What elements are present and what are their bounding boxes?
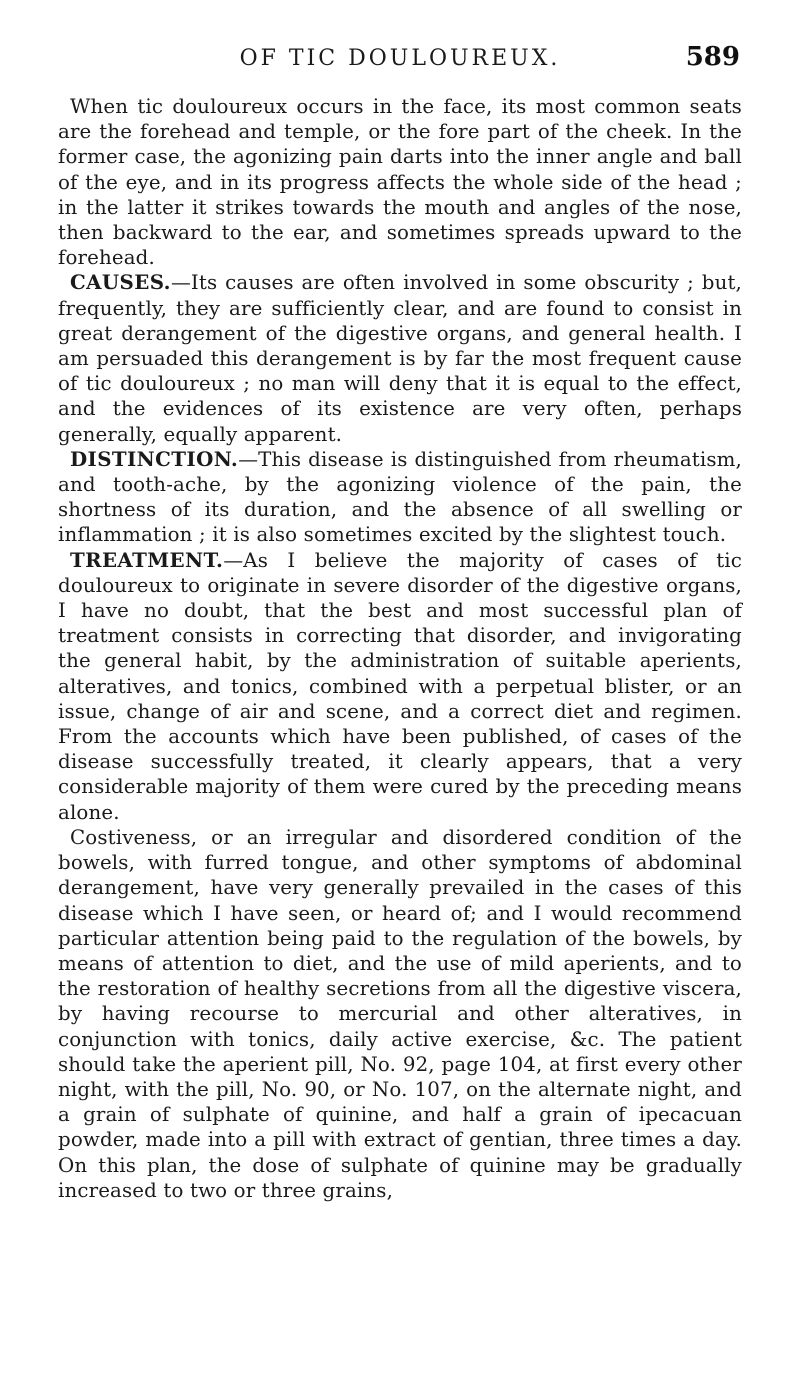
paragraph-text: —As I believe the majority of cases of tic douloureux to originate in severe disorder of the digestive organs, I have no doubt, that the best and most successful plan of treatment consists in correcting that disorder, and invigorating the general habit, by the administration of suitable aperients, alteratives, and tonics, combined with a perpetual blister, or an issue, change of air and scene, and a correct diet and regimen. From the accounts which have been published, of cases of the disease successfully treated, it clearly appears, that a very considerable majority of them were cured by the preceding means alone. [58,548,742,824]
paragraph-text: —Its causes are often involved in some obscurity ; but, frequently, they are sufficiently clear, and are found to consist in great derangement of the digestive organs, and general health. I am persuaded this derangement is by far the most frequent cause of tic douloureux ; no man will deny that it is equal to the effect, and the evidences of its existence are very often, perhaps generally, equally apparent. [58,271,742,446]
page-number: 589 [685,42,740,72]
paragraph-text: —This disease is distinguished from rheumatism, and tooth-ache, by the agonizing violence of the pain, the shortness of its duration, and the absence of all swelling or inflammation ; it is also sometimes excited by the slightest touch. [58,447,742,547]
paragraph-distinction [58,447,742,548]
body-text [58,94,742,1203]
paragraph-text: When tic douloureux occurs in the face, its most common seats are the forehead and temple, or the fore part of the cheek. In the former case, the agonizing pain darts into the inner angle and ball of the eye, and in its progress affects the whole side of the head ; in the latter it strikes towards the mouth and angles of the nose, then backward to the ear, and sometimes spreads upward to the forehead. [58,95,742,270]
running-title: OF TIC DOULOUREUX. [239,46,561,71]
paragraph-costiveness [58,825,742,1203]
section-heading-causes: CAUSES. [70,270,171,295]
paragraph-text: Costiveness, or an irregular and disordered condition of the bowels, with furred tongue, and other symptoms of abdominal derangement, have very generally prevailed in the cases of this disease which I have seen, or heard of; and I would recommend particular attention being paid to the regulation of the bowels, by means of attention to diet, and the use of mild aperients, and to the restoration of healthy secretions from all the digestive viscera, by having recourse to mercurial and other alteratives, in conjunction with tonics, daily active exercise, &c. The patient should take the aperient pill, No. 92, page 104, at first every other night, with the pill, No. 90, or No. 107, on the alternate night, and a grain of sulphate of quinine, and half a grain of ipecacuan powder, made into a pill with extract of gentian, three times a day. On this plan, the dose of sulphate of quinine may be gradually increased to two or three grains, [58,825,742,1202]
paragraph-face-seats [58,94,742,270]
paragraph-treatment [58,548,742,825]
paragraph-causes [58,270,742,446]
section-heading-distinction: DISTINCTION. [70,446,239,471]
section-heading-treatment: TREATMENT. [70,547,224,572]
page-header [60,42,740,82]
